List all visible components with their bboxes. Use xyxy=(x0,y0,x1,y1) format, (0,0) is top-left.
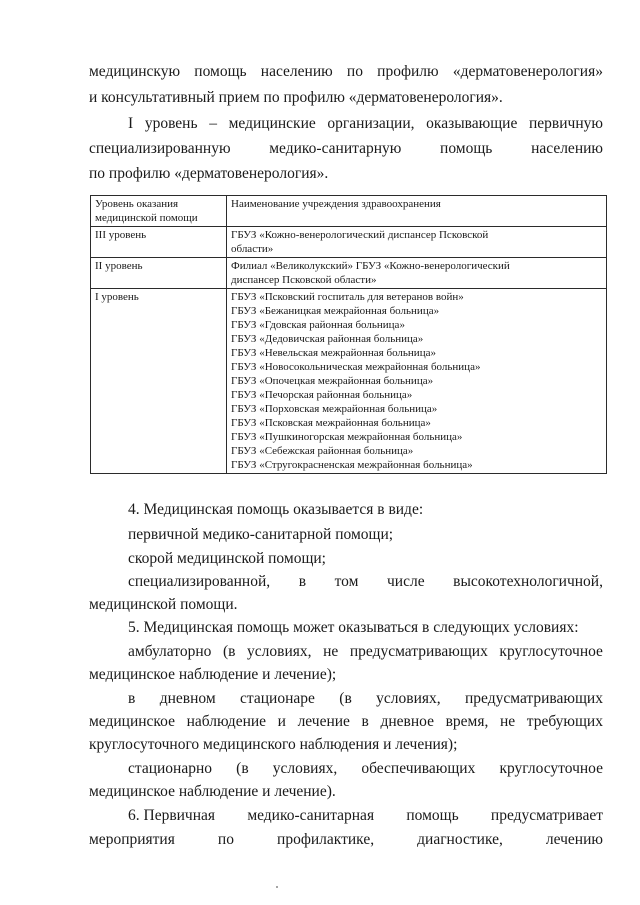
word: (в xyxy=(339,690,352,707)
word: числе xyxy=(386,573,425,590)
s6-line2 xyxy=(89,830,603,850)
org-line: ГБУЗ «Порховская межрайонная больница» xyxy=(231,403,438,415)
org-line: ГБУЗ «Псковская межрайонная больница» xyxy=(231,417,431,429)
word: наблюдение xyxy=(186,713,267,730)
word: медицинскую xyxy=(89,63,181,80)
word: помощь xyxy=(440,140,493,157)
word: организации, xyxy=(327,115,415,132)
org-line: диспансер Псковской области» xyxy=(231,274,377,286)
header-level-line: медицинской помощи xyxy=(95,212,198,224)
orgs-cell xyxy=(227,289,607,474)
word: требующих xyxy=(526,713,603,730)
org-line: ГБУЗ «Опочецкая межрайонная больница» xyxy=(231,375,434,387)
word: «дерматовенерология» xyxy=(452,63,603,80)
header-level-line: Уровень оказания xyxy=(95,198,179,210)
org-line: ГБУЗ «Гдовская районная больница» xyxy=(231,319,405,331)
p2-line2 xyxy=(89,139,603,159)
org-line: ГБУЗ «Печорская районная больница» xyxy=(231,389,413,401)
level-cell: II уровень xyxy=(91,258,227,289)
s4-intro: 4. Медицинская помощь оказывается в виде: xyxy=(128,501,424,518)
org-line: ГБУЗ «Дедовичская районная больница» xyxy=(231,333,424,345)
s5-item2-line2 xyxy=(89,712,603,732)
word: по xyxy=(346,63,363,80)
org-line: ГБУЗ «Себежская районная больница» xyxy=(231,445,414,457)
word: помощь xyxy=(194,63,247,80)
org-line: ГБУЗ «Кожно-венерологический диспансер Псковской xyxy=(231,229,489,241)
s4-item2: скорой медицинской помощи; xyxy=(128,550,326,567)
word: первичную xyxy=(528,115,603,132)
p2-line3: по профилю «дерматовенерология». xyxy=(89,165,329,182)
org-line: ГБУЗ «Невельская межрайонная больница» xyxy=(231,347,436,359)
table-header-row xyxy=(91,196,607,227)
s5-item3-line2: медицинское наблюдение и лечение). xyxy=(89,783,336,800)
word: дневное xyxy=(380,713,434,730)
word: условиях, xyxy=(376,690,441,707)
word: предусматривающих xyxy=(465,690,603,707)
word: в xyxy=(361,713,369,730)
s5-item2-line3: круглосуточного медицинского наблюдения и лечения); xyxy=(89,736,458,753)
s5-intro: 5. Медицинская помощь может оказываться в следующих условиях: xyxy=(128,619,579,636)
word: населению xyxy=(531,140,603,157)
word: медико-санитарную xyxy=(269,140,402,157)
level-cell: III уровень xyxy=(91,227,227,258)
orgs-cell xyxy=(227,227,607,258)
p2-line1 xyxy=(128,114,603,134)
word: (в xyxy=(222,643,236,660)
header-level xyxy=(91,196,227,227)
word: условиях, xyxy=(247,643,312,660)
word: стационаре xyxy=(240,690,315,707)
word: уровень xyxy=(144,115,198,132)
s5-item2-line1 xyxy=(128,689,603,709)
word: амбулаторно xyxy=(128,643,212,660)
word: – xyxy=(209,115,217,132)
word: I xyxy=(128,115,134,132)
word: предусматривающих xyxy=(349,643,488,660)
table-row xyxy=(91,289,607,474)
word: медицинское xyxy=(89,713,175,730)
s5-item3-line1 xyxy=(128,759,603,779)
p1-line1 xyxy=(89,62,603,82)
header-institution: Наименование учреждения здравоохранения xyxy=(227,196,607,227)
s5-item1-line1 xyxy=(128,642,603,662)
org-line: области» xyxy=(231,243,274,255)
word: 6. Первичная xyxy=(128,807,216,824)
s4-item1: первичной медико-санитарной помощи; xyxy=(128,526,394,543)
s4-item3-line2: медицинской помощи. xyxy=(89,596,238,613)
table-row xyxy=(91,258,607,289)
word: мероприятия xyxy=(89,831,175,848)
word: стационарно xyxy=(128,760,213,777)
word: медицинские xyxy=(228,115,316,132)
scan-speck xyxy=(276,886,278,888)
table-row xyxy=(91,227,607,258)
s6-line1 xyxy=(128,806,603,826)
institutions-table xyxy=(90,195,607,474)
word: не xyxy=(323,643,339,660)
word: лечению xyxy=(545,831,603,848)
word: предусматривает xyxy=(490,807,603,824)
level-cell: I уровень xyxy=(91,289,227,474)
word: по xyxy=(217,831,234,848)
org-line: ГБУЗ «Псковский госпиталь для ветеранов войн» xyxy=(231,291,464,303)
word: высокотехнологичной, xyxy=(453,573,603,590)
s4-item3-line1 xyxy=(128,572,603,592)
word: помощь xyxy=(406,807,459,824)
org-line: ГБУЗ «Бежаницкая межрайонная больница» xyxy=(231,305,440,317)
word: профилактике, xyxy=(277,831,375,848)
org-line: ГБУЗ «Стругокрасненская межрайонная больница» xyxy=(231,459,473,471)
word: специализированной, xyxy=(128,573,271,590)
word: том xyxy=(334,573,359,590)
p1-line2: и консультативный прием по профилю «дерматовенерология». xyxy=(89,89,503,106)
word: круглосуточное xyxy=(499,643,603,660)
word: не xyxy=(499,713,516,730)
word: в xyxy=(298,573,307,590)
word: обеспечивающих xyxy=(361,760,476,777)
word: лечение xyxy=(297,713,350,730)
word: время, xyxy=(445,713,489,730)
word: населению xyxy=(260,63,333,80)
word: (в xyxy=(236,760,249,777)
word: условиях, xyxy=(272,760,338,777)
word: в xyxy=(128,690,136,707)
org-line: ГБУЗ «Новосокольническая межрайонная больница» xyxy=(231,361,481,373)
s5-item1-line2: медицинское наблюдение и лечение); xyxy=(89,666,337,683)
word: оказывающие xyxy=(426,115,518,132)
word: круглосуточное xyxy=(499,760,603,777)
word: профилю xyxy=(377,63,439,80)
org-line: ГБУЗ «Пушкиногорская межрайонная больница» xyxy=(231,431,463,443)
word: диагностике, xyxy=(417,831,503,848)
word: дневном xyxy=(159,690,216,707)
org-line: Филиал «Великолукский» ГБУЗ «Кожно-венерологический xyxy=(231,260,510,272)
word: медико-санитарная xyxy=(247,807,375,824)
orgs-cell xyxy=(227,258,607,289)
word: и xyxy=(277,713,286,730)
word: специализированную xyxy=(89,140,231,157)
